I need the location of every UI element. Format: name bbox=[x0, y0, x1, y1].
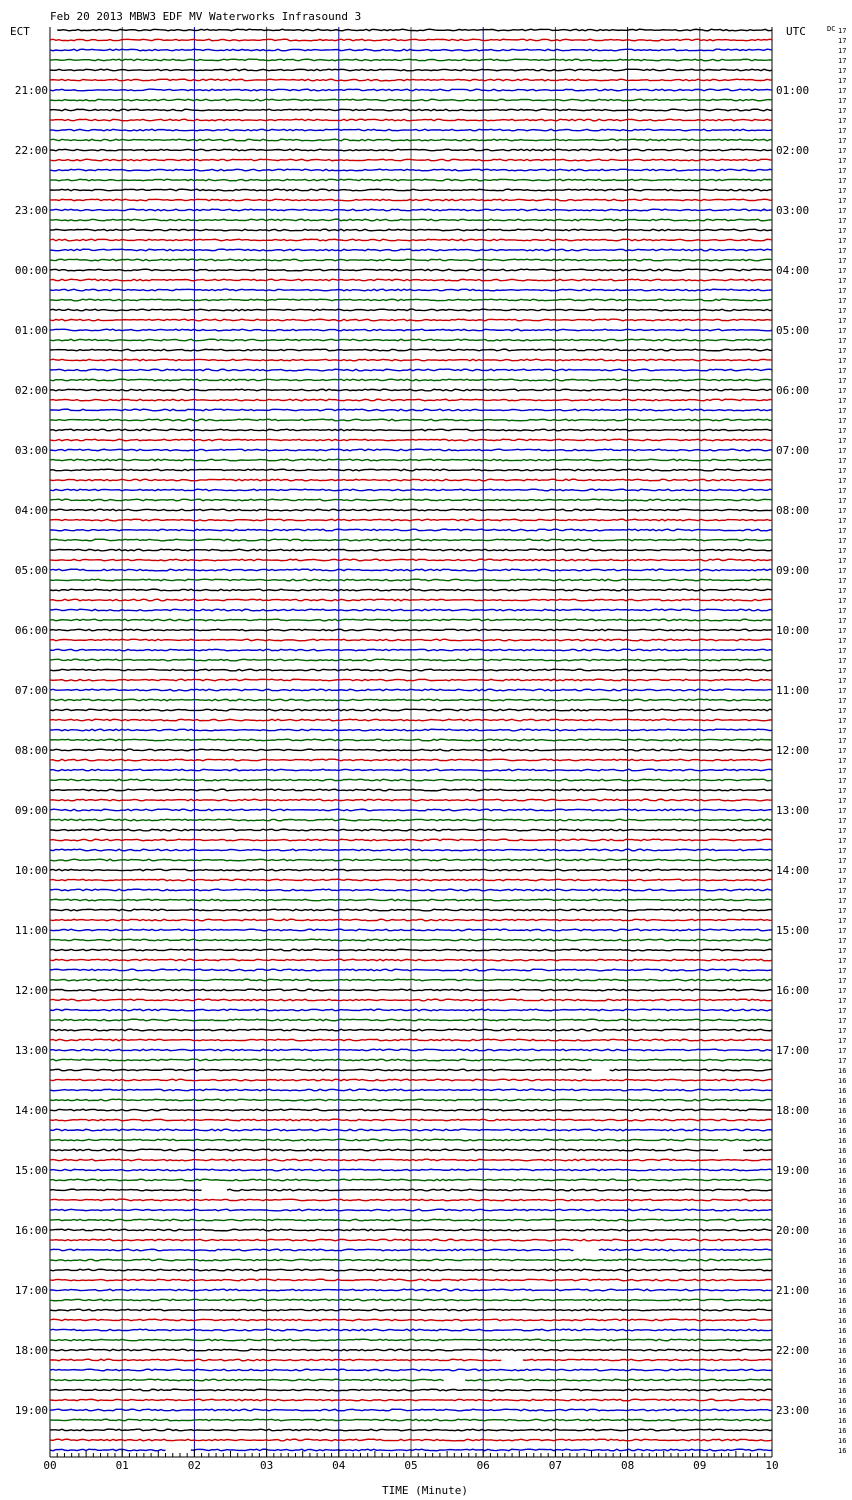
right-hour-label: 05:00 bbox=[776, 324, 810, 337]
dc-value: 16 bbox=[838, 1167, 847, 1175]
trace-line bbox=[50, 1419, 772, 1421]
left-hour-label: 12:00 bbox=[14, 984, 48, 997]
x-tick-label: 03 bbox=[259, 1459, 274, 1472]
x-tick-label: 09 bbox=[693, 1459, 707, 1472]
dc-value: 17 bbox=[838, 177, 847, 185]
left-hour-label: 16:00 bbox=[14, 1224, 48, 1237]
dc-value: 17 bbox=[838, 677, 847, 685]
dc-value: 17 bbox=[838, 607, 847, 615]
trace-line bbox=[50, 329, 772, 331]
dc-value: 17 bbox=[838, 857, 847, 865]
dc-value: 17 bbox=[838, 817, 847, 825]
left-hour-label: 23:00 bbox=[14, 204, 48, 217]
dc-value: 17 bbox=[838, 877, 847, 885]
dc-value: 17 bbox=[838, 67, 847, 75]
dc-value: 17 bbox=[838, 1007, 847, 1015]
dc-value: 17 bbox=[838, 227, 847, 235]
right-hour-label: 11:00 bbox=[776, 684, 810, 697]
x-axis bbox=[43, 1449, 778, 1472]
left-hour-label: 10:00 bbox=[14, 864, 48, 877]
dc-value: 16 bbox=[838, 1157, 847, 1165]
dc-value: 17 bbox=[838, 537, 847, 545]
dc-value: 17 bbox=[838, 567, 847, 575]
x-tick-label: 07 bbox=[548, 1459, 563, 1472]
dc-value: 17 bbox=[838, 117, 847, 125]
dc-value: 17 bbox=[838, 897, 847, 905]
left-hour-label: 06:00 bbox=[14, 624, 48, 637]
dc-value: 17 bbox=[838, 457, 847, 465]
trace-line bbox=[50, 699, 772, 701]
dc-value: 16 bbox=[838, 1317, 847, 1325]
dc-value: 17 bbox=[838, 587, 847, 595]
dc-value: 17 bbox=[838, 147, 847, 155]
left-hour-labels bbox=[15, 84, 48, 1417]
dc-value: 16 bbox=[838, 1097, 847, 1105]
dc-value: 16 bbox=[838, 1147, 847, 1155]
dc-value: 17 bbox=[838, 87, 847, 95]
left-hour-label: 09:00 bbox=[14, 804, 48, 817]
left-hour-label: 07:00 bbox=[14, 684, 48, 697]
dc-value: 16 bbox=[838, 1307, 847, 1315]
dc-value: 16 bbox=[838, 1267, 847, 1275]
left-hour-label: 17:00 bbox=[14, 1284, 48, 1297]
dc-value: 17 bbox=[838, 1047, 847, 1055]
dc-value: 16 bbox=[838, 1447, 847, 1455]
dc-value: 17 bbox=[838, 197, 847, 205]
trace-line bbox=[50, 1249, 573, 1251]
left-hour-label: 03:00 bbox=[14, 444, 48, 457]
dc-value: 16 bbox=[838, 1197, 847, 1205]
dc-value: 17 bbox=[838, 157, 847, 165]
dc-value: 16 bbox=[838, 1297, 847, 1305]
dc-value: 17 bbox=[838, 787, 847, 795]
time-grid bbox=[50, 27, 772, 1457]
dc-value: 17 bbox=[838, 947, 847, 955]
dc-value: 16 bbox=[838, 1117, 847, 1125]
x-tick-label: 01 bbox=[115, 1459, 129, 1472]
dc-value: 16 bbox=[838, 1127, 847, 1135]
right-hour-label: 03:00 bbox=[776, 204, 810, 217]
dc-value: 16 bbox=[838, 1377, 847, 1385]
dc-value: 17 bbox=[838, 977, 847, 985]
trace-line bbox=[50, 789, 772, 791]
trace-line bbox=[50, 1009, 772, 1011]
dc-value: 17 bbox=[838, 717, 847, 725]
right-hour-label: 17:00 bbox=[776, 1044, 810, 1057]
dc-value: 17 bbox=[838, 517, 847, 525]
trace-line bbox=[50, 129, 772, 131]
trace-line bbox=[50, 1099, 772, 1101]
dc-value: 17 bbox=[838, 627, 847, 635]
dc-value: 17 bbox=[838, 487, 847, 495]
trace-line bbox=[50, 819, 772, 821]
trace-line bbox=[50, 929, 772, 931]
dc-value: 16 bbox=[838, 1437, 847, 1445]
dc-value: 16 bbox=[838, 1287, 847, 1295]
left-hour-label: 18:00 bbox=[14, 1344, 48, 1357]
dc-value: 17 bbox=[838, 997, 847, 1005]
dc-value: 16 bbox=[838, 1217, 847, 1225]
dc-value: 17 bbox=[838, 247, 847, 255]
dc-value: 16 bbox=[838, 1387, 847, 1395]
dc-value: 17 bbox=[838, 27, 847, 35]
dc-value: 17 bbox=[838, 557, 847, 565]
dc-value: 17 bbox=[838, 437, 847, 445]
dc-value: 17 bbox=[838, 507, 847, 515]
trace-line bbox=[50, 1069, 592, 1071]
dc-value: 16 bbox=[838, 1177, 847, 1185]
dc-value: 17 bbox=[838, 477, 847, 485]
dc-value: 17 bbox=[838, 107, 847, 115]
dc-value: 17 bbox=[838, 297, 847, 305]
dc-value: 17 bbox=[838, 467, 847, 475]
right-hour-label: 09:00 bbox=[776, 564, 810, 577]
trace-line bbox=[50, 949, 772, 951]
dc-value: 17 bbox=[838, 387, 847, 395]
x-tick-label: 04 bbox=[332, 1459, 346, 1472]
dc-value: 17 bbox=[838, 647, 847, 655]
dc-value: 17 bbox=[838, 847, 847, 855]
trace-line bbox=[50, 1079, 772, 1081]
trace-line bbox=[50, 189, 772, 191]
right-hour-label: 22:00 bbox=[776, 1344, 810, 1357]
trace-line bbox=[599, 1249, 772, 1251]
x-axis-title: TIME (Minute) bbox=[381, 1484, 469, 1497]
left-hour-label: 21:00 bbox=[14, 84, 48, 97]
dc-value: 16 bbox=[838, 1397, 847, 1405]
dc-values bbox=[838, 27, 846, 1455]
dc-value: 17 bbox=[838, 577, 847, 585]
dc-value: 17 bbox=[838, 927, 847, 935]
right-hour-label: 04:00 bbox=[776, 264, 810, 277]
left-hour-label: 05:00 bbox=[14, 564, 48, 577]
dc-value: 16 bbox=[838, 1257, 847, 1265]
right-hour-label: 16:00 bbox=[776, 984, 810, 997]
trace-line bbox=[50, 809, 772, 811]
dc-value: 17 bbox=[838, 327, 847, 335]
x-tick-label: 05 bbox=[404, 1459, 418, 1472]
dc-value: 17 bbox=[838, 97, 847, 105]
left-hour-label: 11:00 bbox=[14, 924, 48, 937]
dc-value: 17 bbox=[838, 1057, 847, 1065]
dc-value: 17 bbox=[838, 597, 847, 605]
trace-line bbox=[50, 1019, 772, 1021]
left-hour-label: 19:00 bbox=[14, 1404, 48, 1417]
right-hour-label: 10:00 bbox=[776, 624, 810, 637]
dc-value: 17 bbox=[838, 447, 847, 455]
dc-value: 17 bbox=[838, 637, 847, 645]
dc-value: 17 bbox=[838, 917, 847, 925]
dc-value: 17 bbox=[838, 397, 847, 405]
trace-line bbox=[50, 479, 772, 481]
dc-value: 16 bbox=[838, 1187, 847, 1195]
dc-value: 17 bbox=[838, 417, 847, 425]
dc-label: DC bbox=[827, 25, 836, 33]
right-hour-label: 15:00 bbox=[776, 924, 810, 937]
dc-value: 17 bbox=[838, 827, 847, 835]
trace-line bbox=[743, 1149, 772, 1150]
right-hour-label: 12:00 bbox=[776, 744, 810, 757]
right-hour-label: 13:00 bbox=[776, 804, 810, 817]
trace-line bbox=[50, 1379, 444, 1381]
trace-line bbox=[50, 539, 772, 541]
right-hour-label: 01:00 bbox=[776, 84, 810, 97]
dc-value: 17 bbox=[838, 957, 847, 965]
right-zone-label: UTC bbox=[786, 25, 806, 38]
trace-line bbox=[227, 1189, 772, 1191]
trace-line bbox=[50, 1029, 772, 1031]
dc-value: 17 bbox=[838, 937, 847, 945]
dc-value: 17 bbox=[838, 967, 847, 975]
trace-line bbox=[50, 639, 772, 641]
dc-value: 17 bbox=[838, 727, 847, 735]
dc-value: 17 bbox=[838, 187, 847, 195]
dc-value: 17 bbox=[838, 57, 847, 65]
left-hour-label: 22:00 bbox=[14, 144, 48, 157]
dc-value: 17 bbox=[838, 377, 847, 385]
trace-line bbox=[50, 1109, 772, 1111]
dc-value: 17 bbox=[838, 307, 847, 315]
dc-value: 16 bbox=[838, 1237, 847, 1245]
right-hour-label: 14:00 bbox=[776, 864, 810, 877]
right-hour-label: 21:00 bbox=[776, 1284, 810, 1297]
left-hour-label: 00:00 bbox=[14, 264, 48, 277]
dc-value: 17 bbox=[838, 547, 847, 555]
dc-value: 16 bbox=[838, 1357, 847, 1365]
dc-value: 17 bbox=[838, 267, 847, 275]
dc-value: 17 bbox=[838, 237, 847, 245]
dc-value: 17 bbox=[838, 497, 847, 505]
dc-value: 17 bbox=[838, 77, 847, 85]
dc-value: 17 bbox=[838, 767, 847, 775]
dc-value: 17 bbox=[838, 887, 847, 895]
dc-value: 17 bbox=[838, 667, 847, 675]
dc-value: 16 bbox=[838, 1427, 847, 1435]
dc-value: 16 bbox=[838, 1417, 847, 1425]
dc-value: 17 bbox=[838, 797, 847, 805]
left-hour-label: 04:00 bbox=[14, 504, 48, 517]
right-hour-label: 02:00 bbox=[776, 144, 810, 157]
dc-value: 17 bbox=[838, 907, 847, 915]
dc-value: 16 bbox=[838, 1407, 847, 1415]
trace-line bbox=[50, 1219, 772, 1221]
x-tick-label: 06 bbox=[476, 1459, 490, 1472]
dc-value: 17 bbox=[838, 757, 847, 765]
dc-value: 16 bbox=[838, 1367, 847, 1375]
x-tick-label: 02 bbox=[187, 1459, 202, 1472]
dc-value: 16 bbox=[838, 1227, 847, 1235]
right-hour-label: 08:00 bbox=[776, 504, 810, 517]
dc-value: 17 bbox=[838, 617, 847, 625]
dc-value: 17 bbox=[838, 1027, 847, 1035]
right-hour-label: 06:00 bbox=[776, 384, 810, 397]
trace-line bbox=[50, 619, 772, 621]
trace-line bbox=[465, 1379, 772, 1381]
dc-value: 16 bbox=[838, 1207, 847, 1215]
x-tick-label: 10 bbox=[765, 1459, 779, 1472]
trace-line bbox=[50, 1159, 772, 1161]
trace-line bbox=[50, 1149, 718, 1151]
dc-value: 16 bbox=[838, 1327, 847, 1335]
left-hour-label: 15:00 bbox=[14, 1164, 48, 1177]
trace-line bbox=[50, 959, 772, 961]
trace-line bbox=[50, 79, 772, 81]
dc-value: 17 bbox=[838, 867, 847, 875]
dc-value: 17 bbox=[838, 747, 847, 755]
left-hour-label: 01:00 bbox=[14, 324, 48, 337]
right-hour-label: 20:00 bbox=[776, 1224, 810, 1237]
trace-line bbox=[50, 1359, 501, 1361]
trace-line bbox=[50, 169, 772, 171]
dc-value: 17 bbox=[838, 407, 847, 415]
left-zone-label: ECT bbox=[10, 25, 30, 38]
dc-value: 17 bbox=[838, 657, 847, 665]
dc-value: 17 bbox=[838, 697, 847, 705]
trace-line bbox=[50, 319, 772, 321]
dc-value: 17 bbox=[838, 687, 847, 695]
trace-line bbox=[50, 229, 772, 231]
dc-value: 17 bbox=[838, 347, 847, 355]
dc-value: 16 bbox=[838, 1087, 847, 1095]
dc-value: 17 bbox=[838, 137, 847, 145]
trace-line bbox=[50, 739, 772, 741]
dc-value: 17 bbox=[838, 807, 847, 815]
left-hour-label: 02:00 bbox=[14, 384, 48, 397]
trace-line bbox=[50, 1449, 166, 1451]
dc-value: 17 bbox=[838, 317, 847, 325]
left-hour-label: 14:00 bbox=[14, 1104, 48, 1117]
left-hour-label: 08:00 bbox=[14, 744, 48, 757]
dc-value: 16 bbox=[838, 1277, 847, 1285]
right-hour-label: 18:00 bbox=[776, 1104, 810, 1117]
dc-value: 17 bbox=[838, 987, 847, 995]
right-hour-label: 23:00 bbox=[776, 1404, 810, 1417]
dc-value: 17 bbox=[838, 737, 847, 745]
dc-value: 17 bbox=[838, 427, 847, 435]
x-tick-label: 08 bbox=[620, 1459, 635, 1472]
dc-value: 17 bbox=[838, 707, 847, 715]
dc-value: 17 bbox=[838, 217, 847, 225]
dc-value: 17 bbox=[838, 37, 847, 45]
dc-value: 17 bbox=[838, 357, 847, 365]
trace-line bbox=[610, 1069, 772, 1071]
dc-value: 16 bbox=[838, 1247, 847, 1255]
dc-value: 17 bbox=[838, 1037, 847, 1045]
dc-value: 17 bbox=[838, 127, 847, 135]
dc-value: 16 bbox=[838, 1067, 847, 1075]
dc-value: 16 bbox=[838, 1337, 847, 1345]
dc-value: 17 bbox=[838, 1017, 847, 1025]
dc-value: 16 bbox=[838, 1347, 847, 1355]
trace-line bbox=[50, 489, 772, 491]
dc-value: 17 bbox=[838, 367, 847, 375]
dc-value: 17 bbox=[838, 277, 847, 285]
trace-line bbox=[50, 419, 772, 421]
dc-value: 17 bbox=[838, 167, 847, 175]
trace-line bbox=[50, 1189, 202, 1190]
dc-value: 17 bbox=[838, 47, 847, 55]
right-hour-label: 19:00 bbox=[776, 1164, 810, 1177]
dc-value: 16 bbox=[838, 1107, 847, 1115]
trace-line bbox=[523, 1359, 772, 1360]
dc-value: 17 bbox=[838, 287, 847, 295]
chart-title: Feb 20 2013 MBW3 EDF MV Waterworks Infrasound 3 bbox=[50, 10, 362, 23]
trace-line bbox=[50, 1259, 772, 1261]
trace-line bbox=[57, 29, 772, 31]
dc-value: 17 bbox=[838, 527, 847, 535]
dc-value: 17 bbox=[838, 257, 847, 265]
dc-value: 17 bbox=[838, 837, 847, 845]
dc-value: 17 bbox=[838, 207, 847, 215]
trace-line bbox=[50, 659, 772, 661]
trace-line bbox=[50, 1429, 772, 1431]
dc-value: 17 bbox=[838, 777, 847, 785]
dc-value: 16 bbox=[838, 1077, 847, 1085]
dc-value: 17 bbox=[838, 337, 847, 345]
dc-value: 16 bbox=[838, 1137, 847, 1145]
trace-line bbox=[191, 1449, 772, 1451]
right-hour-label: 07:00 bbox=[776, 444, 810, 457]
x-tick-label: 00 bbox=[43, 1459, 57, 1472]
right-hour-labels bbox=[776, 84, 809, 1417]
left-hour-label: 13:00 bbox=[14, 1044, 48, 1057]
